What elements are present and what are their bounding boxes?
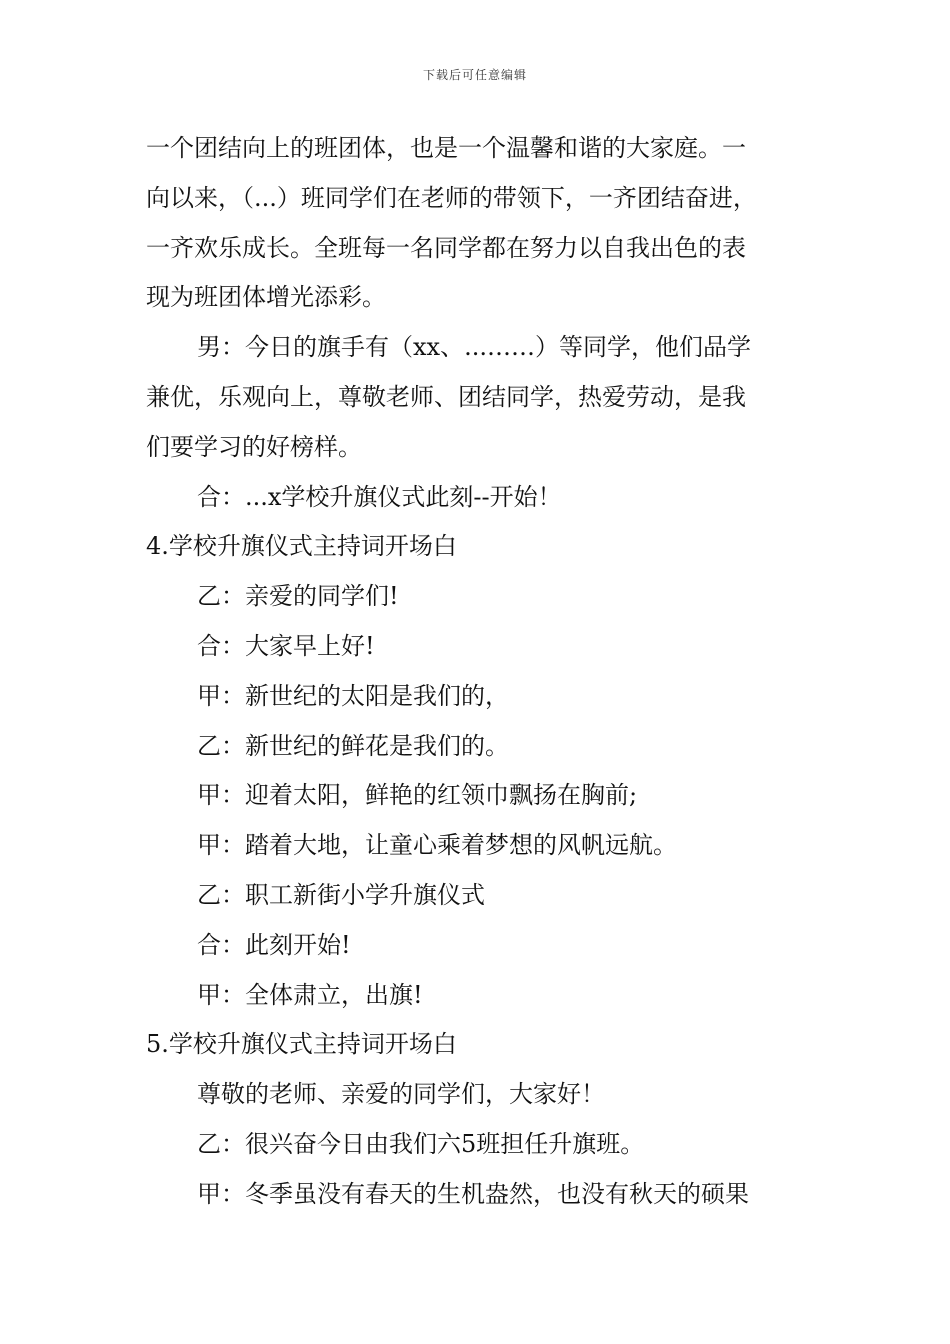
- paragraph-line: 男：今日的旗手有（xx、...……）等同学，他们品学: [197, 333, 751, 362]
- paragraph-line: 一齐欢乐成长。全班每一名同学都在努力以自我出色的表: [146, 233, 746, 262]
- dialogue-line: 乙：新世纪的鲜花是我们的。: [197, 731, 509, 760]
- paragraph-line: 兼优，乐观向上，尊敬老师、团结同学，热爱劳动，是我: [146, 382, 746, 411]
- section-heading: 5.学校升旗仪式主持词开场白: [146, 1030, 457, 1059]
- dialogue-line: 乙：亲爱的同学们!: [197, 582, 399, 611]
- dialogue-line: 合：大家早上好!: [197, 631, 375, 660]
- dialogue-line: 乙：职工新街小学升旗仪式: [197, 880, 485, 909]
- dialogue-line: 甲：迎着太阳，鲜艳的红领巾飘扬在胸前;: [197, 781, 638, 810]
- dialogue-line: 甲：新世纪的太阳是我们的，: [197, 681, 509, 710]
- dialogue-line: 甲：全体肃立，出旗!: [197, 980, 423, 1009]
- page-header: 下载后可任意编辑: [422, 68, 527, 82]
- dialogue-line: 乙：很兴奋今日由我们六5班担任升旗班。: [197, 1129, 645, 1158]
- dialogue-line: 甲：冬季虽没有春天的生机盎然，也没有秋天的硕果: [197, 1179, 749, 1208]
- paragraph-line: 现为班团体增光添彩。: [146, 283, 386, 312]
- paragraph-line: 们要学习的好榜样。: [146, 432, 362, 461]
- dialogue-line: 尊敬的老师、亲爱的同学们，大家好！: [197, 1080, 605, 1109]
- dialogue-line: 合：此刻开始!: [197, 930, 351, 959]
- paragraph-line: 向以来，（...）班同学们在老师的带领下，一齐团结奋进，: [146, 183, 757, 212]
- paragraph-line: 一个团结向上的班团体，也是一个温馨和谐的大家庭。一: [146, 134, 746, 162]
- dialogue-line: 甲：踏着大地，让童心乘着梦想的风帆远航。: [197, 831, 677, 860]
- document-body: [146, 128, 816, 1224]
- paragraph-line: 合：...x学校升旗仪式此刻--开始！: [197, 482, 562, 511]
- section-heading: 4.学校升旗仪式主持词开场白: [146, 532, 457, 561]
